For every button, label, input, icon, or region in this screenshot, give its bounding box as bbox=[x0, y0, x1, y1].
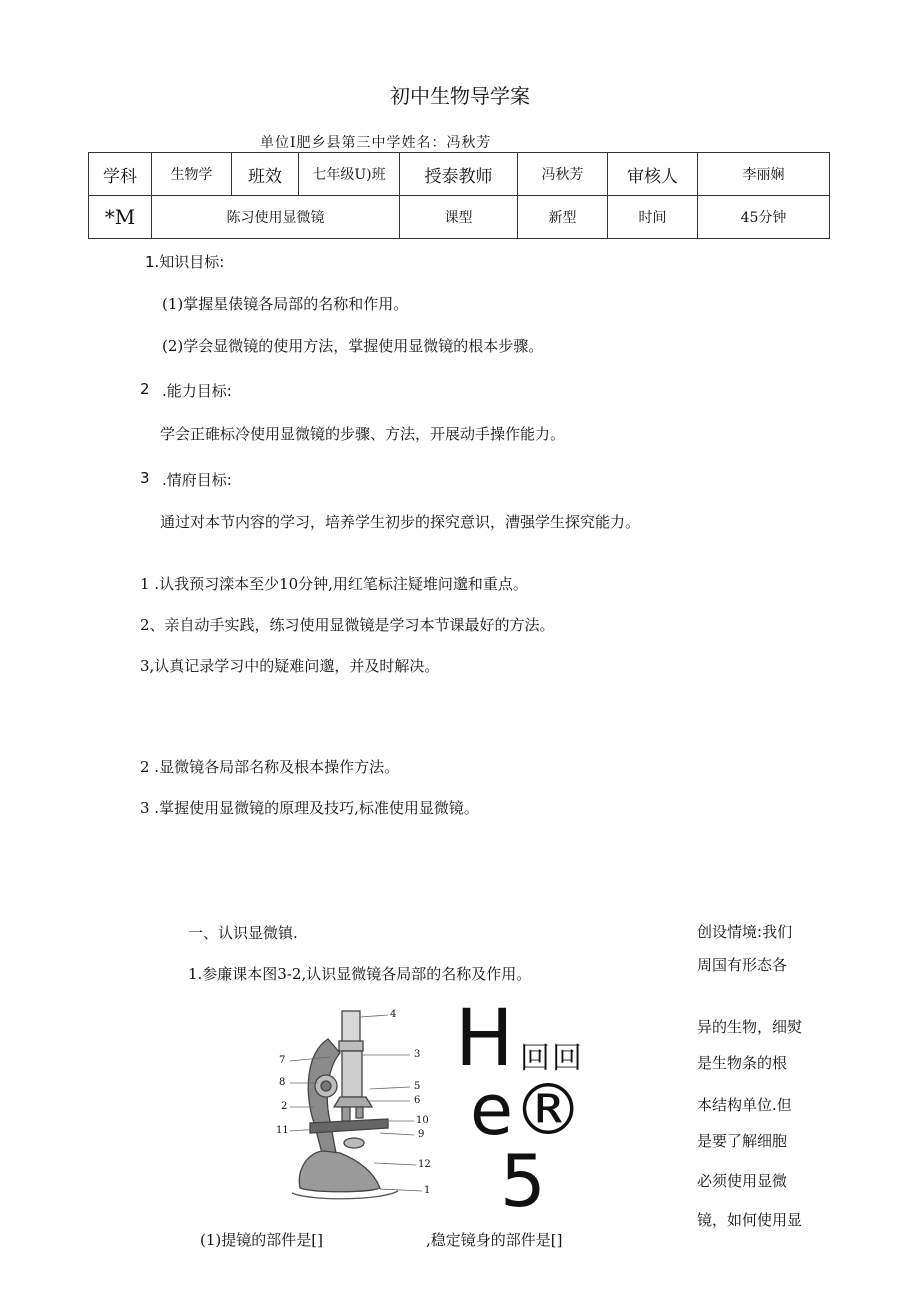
section-heading: 一、认识显微镇. bbox=[188, 924, 298, 942]
ability-goal-heading: .能力目标: bbox=[162, 382, 232, 400]
emotion-goal-text: 通过对本节内容的学习，培养学生初步的探究意识，漕强学生探究能力。 bbox=[160, 513, 641, 531]
info-table bbox=[88, 152, 830, 239]
subject-label: 学科 bbox=[89, 153, 152, 196]
part-label: 7 bbox=[279, 1055, 286, 1066]
table-row bbox=[89, 196, 830, 239]
class-label: 班效 bbox=[232, 153, 299, 196]
emotion-goal-heading: .情府目标: bbox=[162, 471, 232, 489]
part-label: 6 bbox=[414, 1095, 421, 1106]
glyph-five: 5 bbox=[500, 1139, 546, 1223]
part-label: 1 bbox=[424, 1185, 431, 1196]
glyph-h: H bbox=[455, 994, 514, 1084]
sidebar-line: 必须使用显微 bbox=[697, 1172, 788, 1190]
page-title: 初中生物导学案 bbox=[390, 84, 530, 108]
knowledge-goal-heading: 1.知识目标: bbox=[145, 253, 225, 271]
part-label: 5 bbox=[414, 1081, 421, 1092]
key-point-item: 3 .掌握使用显微镜的原理及技巧,标准使用显微镜。 bbox=[140, 799, 479, 817]
part-label: 10 bbox=[416, 1115, 429, 1126]
sidebar-line: 镜，如何使用显 bbox=[697, 1211, 803, 1229]
table-row bbox=[89, 153, 830, 196]
topic-value: 陈习使用显微镜 bbox=[152, 196, 400, 239]
topic-label: *M bbox=[89, 196, 152, 239]
ability-goal-number: 2 bbox=[140, 380, 150, 398]
sidebar-line: 异的生物，细熨 bbox=[697, 1018, 803, 1036]
sidebar-line: 本结构单位.但 bbox=[697, 1096, 792, 1114]
class-value: 七年级U)班 bbox=[299, 153, 400, 196]
part-label: 8 bbox=[279, 1077, 286, 1088]
ability-goal-text: 学会正碓标冷使用显微镜的步骤、方法，开展动手操作能力。 bbox=[160, 425, 566, 443]
sidebar-line: 是生物条的根 bbox=[697, 1054, 788, 1072]
guide-item: 1 .认我预习滦本至少10分钟,用红笔标注疑堆问邈和重点。 bbox=[140, 575, 528, 593]
part-label: 12 bbox=[418, 1159, 431, 1170]
type-value: 新型 bbox=[518, 196, 608, 239]
unit-author-line: 单位I肥乡县第三中学姓名：冯秋芳 bbox=[260, 135, 492, 151]
part-label: 2 bbox=[281, 1101, 288, 1112]
section-item: 1.参廉课本图3-2,认识显微镜各局部的名称及作用。 bbox=[188, 965, 532, 983]
part-label: 11 bbox=[276, 1125, 289, 1136]
sidebar-heading: 创设情境: bbox=[697, 923, 763, 941]
question-left: (1)提镜的部件是[] bbox=[200, 1231, 323, 1249]
time-label: 时间 bbox=[608, 196, 698, 239]
question-right: ,稳定镜身的部件是[] bbox=[426, 1231, 563, 1249]
teacher-label: 授泰教师 bbox=[400, 153, 518, 196]
sidebar-line: 周国有形态各 bbox=[697, 956, 788, 974]
sidebar bbox=[697, 922, 792, 942]
sidebar-text-start: 我们 bbox=[762, 923, 793, 941]
reviewer-value: 李丽娴 bbox=[698, 153, 830, 196]
reviewer-label: 审核人 bbox=[608, 153, 698, 196]
key-point-item: 2 .显微镜各局部名称及根本操作方法。 bbox=[140, 758, 400, 776]
sidebar-line: 是要了解细胞 bbox=[697, 1132, 788, 1150]
part-label: 4 bbox=[390, 1009, 397, 1020]
knowledge-goal-item: (2)学会显微镜的使用方法，掌握使用显微镜的根本步骤。 bbox=[162, 337, 544, 355]
part-label: 3 bbox=[414, 1049, 421, 1060]
knowledge-goal-item: (1)掌握星俵镜各局部的名称和作用。 bbox=[162, 295, 409, 313]
subject-value: 生物学 bbox=[152, 153, 232, 196]
glyph-boxes: 回回 bbox=[520, 1041, 584, 1076]
guide-item: 3,认真记录学习中的疑难问邈，并及时解决。 bbox=[140, 657, 440, 675]
teacher-value: 冯秋芳 bbox=[518, 153, 608, 196]
part-label: 9 bbox=[418, 1129, 425, 1140]
glyph-e-registered: e® bbox=[470, 1069, 584, 1151]
time-value: 45分钟 bbox=[698, 196, 830, 239]
type-label: 课型 bbox=[400, 196, 518, 239]
emotion-goal-number: 3 bbox=[140, 469, 150, 487]
guide-item: 2、亲自动手实践，练习使用显微镜是学习本节课最好的方法。 bbox=[140, 616, 555, 634]
